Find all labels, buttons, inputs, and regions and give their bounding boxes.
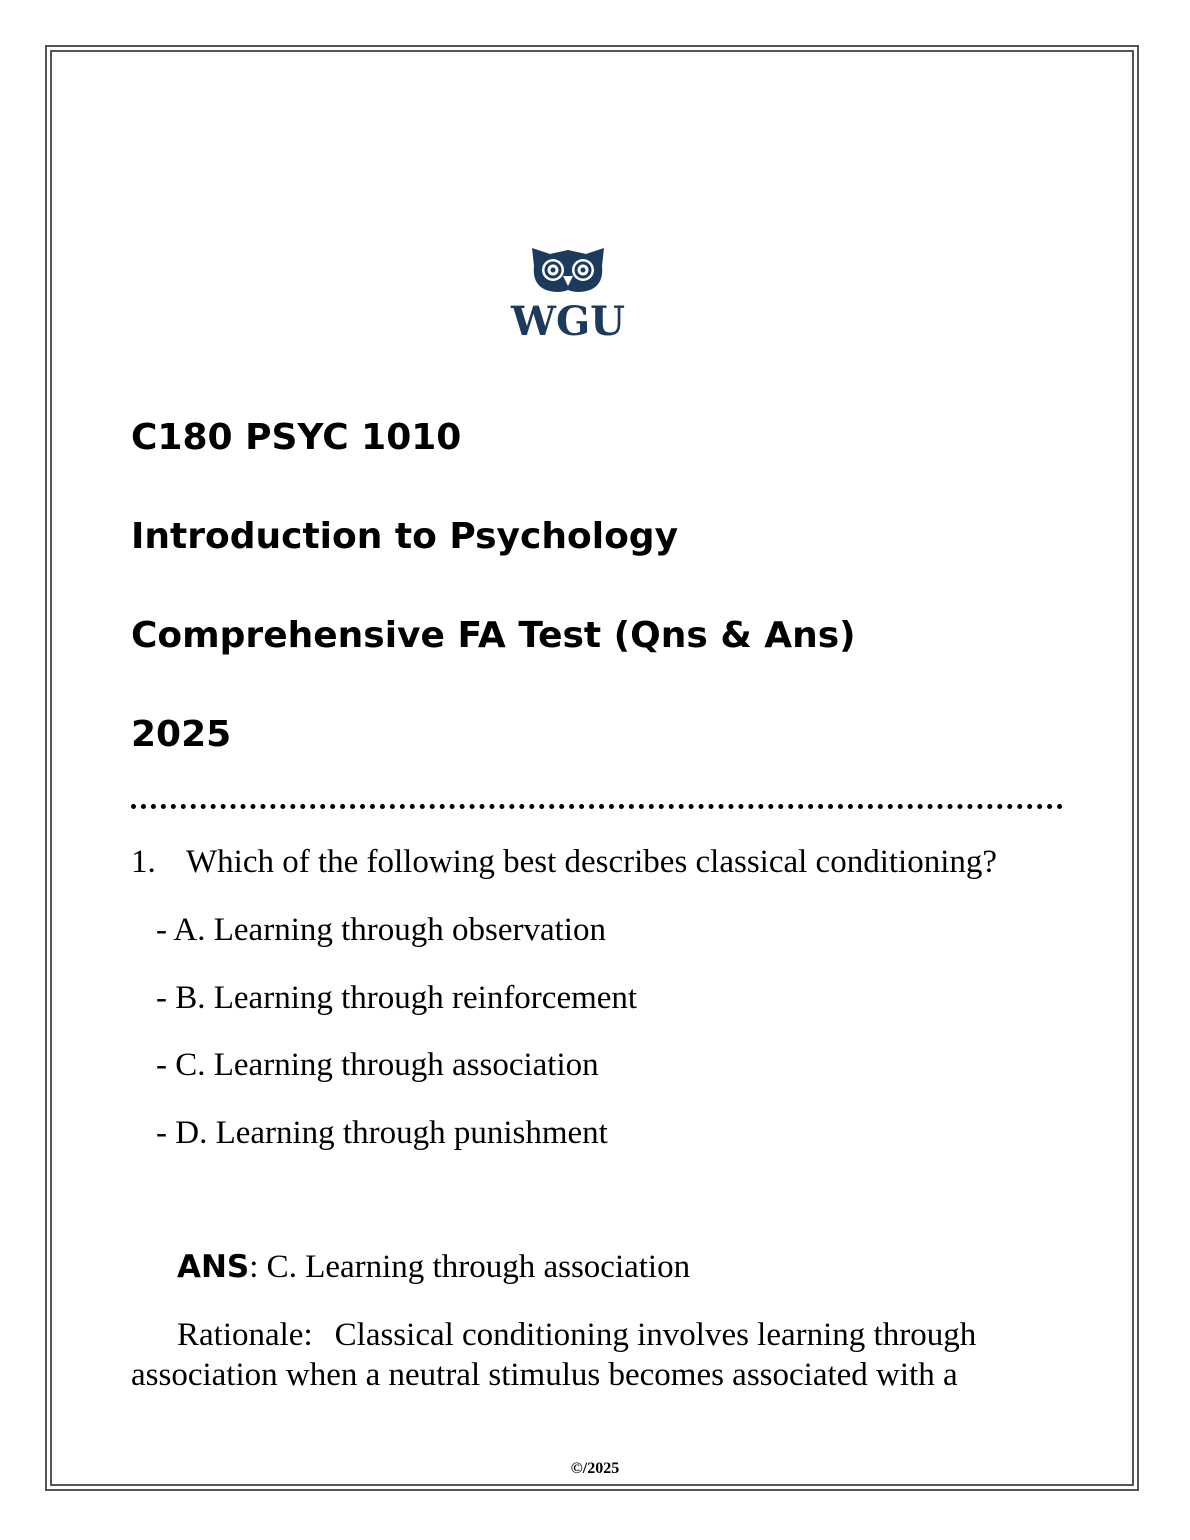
course-code: C180 PSYC 1010 [131,417,462,458]
rationale-line-2: association when a neutral stimulus becomes associated with a [131,1357,958,1393]
answer-line [177,1248,690,1286]
wgu-logo [508,244,628,344]
option-c: - C. Learning through association [156,1047,599,1083]
section-divider [131,804,1063,809]
course-name: Introduction to Psychology [131,516,679,557]
answer-label: ANS [177,1249,250,1285]
test-name: Comprehensive FA Test (Qns & Ans) [131,615,856,656]
rationale-line-1 [177,1316,976,1354]
test-year: 2025 [131,714,232,755]
answer-text: : C. Learning through association [249,1249,691,1285]
question-number: 1. [131,844,156,880]
rationale-label: Rationale: [177,1317,313,1353]
rationale-text-1: Classical conditioning involves learning through [334,1317,977,1353]
question-text: Which of the following best describes classical conditioning? [186,844,998,880]
option-d: - D. Learning through punishment [156,1115,608,1151]
wgu-logo-text: WGU [511,298,625,344]
copyright-footer: ©/2025 [570,1460,620,1477]
owl-icon [532,248,604,292]
option-a: - A. Learning through observation [156,912,606,948]
option-b: - B. Learning through reinforcement [156,980,638,1016]
